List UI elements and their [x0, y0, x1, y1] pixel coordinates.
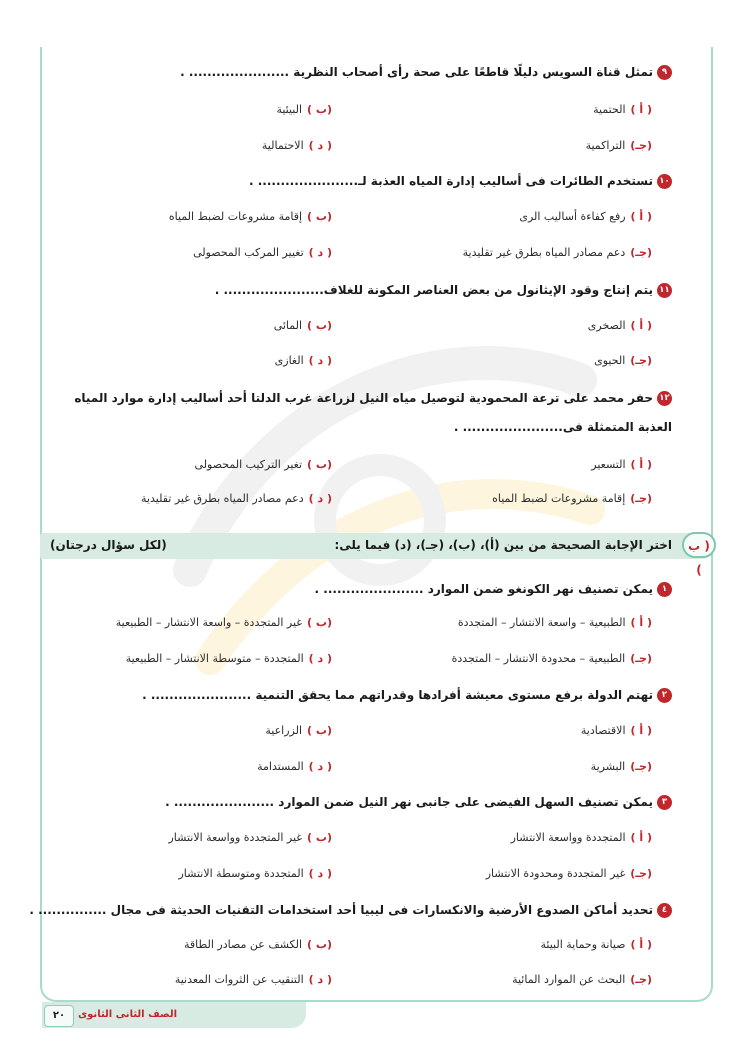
question-12 — [72, 384, 672, 442]
question-text: تمثل قناة السويس دليلًا قاطعًا على صحة رأى أصحاب النظرية ...................... . — [180, 65, 653, 79]
question-b3 — [165, 795, 672, 810]
question-text: تحديد أماكن الصدوع الأرضية والانكسارات فى ليبيا أحد استخدامات التقنيات الحديثة فى مجال ............... . — [29, 903, 653, 917]
option-b[interactable]: (ب )الزراعية — [265, 724, 332, 737]
option-a[interactable]: ( أ )الحتمية — [593, 103, 652, 116]
question-number-badge: ٤ — [657, 903, 672, 918]
question-number-badge: ١٢ — [657, 391, 672, 406]
option-d[interactable]: ( د )التنقيب عن الثروات المعدنية — [174, 973, 332, 986]
option-a[interactable]: ( أ )التسعير — [591, 458, 652, 471]
question-text: تهتم الدولة برفع مستوى معيشة أفرادها وقدراتهم مما يحقق التنمية ...................... . — [142, 688, 653, 702]
option-b[interactable]: (ب )غير المتجددة – واسعة الانتشار – الطبيعية — [115, 616, 332, 629]
question-b2 — [142, 688, 672, 703]
question-number-badge: ١ — [657, 582, 672, 597]
option-a[interactable]: ( أ )الاقتصادية — [580, 724, 652, 737]
option-c[interactable]: (جـ)دعم مصادر المياه بطرق غير تقليدية — [462, 246, 652, 259]
page-number: ٢٠ — [44, 1005, 74, 1027]
section-marks: (لكل سؤال درجتان) — [50, 538, 167, 552]
option-b[interactable]: (ب )إقامة مشروعات لضبط المياه — [168, 210, 332, 223]
question-text: يمكن تصنيف السهل الفيضى على جانبى نهر النيل ضمن الموارد ...................... . — [165, 795, 653, 809]
option-d[interactable]: ( د )المستدامة — [257, 760, 332, 773]
question-9 — [180, 65, 672, 80]
question-text: يتم إنتاج وقود الإيثانول من بعض العناصر المكونة للغلاف...................... . — [214, 283, 653, 297]
grade-label: الصف الثانى الثانوى — [78, 1009, 178, 1020]
option-c[interactable]: (جـ)الطبيعية – محدودة الانتشار – المتجددة — [451, 652, 652, 665]
question-10 — [249, 174, 672, 189]
option-a[interactable]: ( أ )رفع كفاءة أساليب الرى — [519, 210, 652, 223]
option-c[interactable]: (جـ)البشرية — [590, 760, 652, 773]
option-b[interactable]: (ب )المائى — [273, 319, 332, 332]
option-d[interactable]: ( د )المتجددة ومتوسطة الانتشار — [178, 867, 332, 880]
question-number-badge: ١٠ — [657, 174, 672, 189]
question-text: يمكن تصنيف نهر الكونغو ضمن الموارد ...................... . — [314, 582, 653, 596]
option-c[interactable]: (جـ)إقامة مشروعات لضبط المياه — [492, 492, 652, 505]
option-a[interactable]: ( أ )صيانة وحماية البيئة — [540, 938, 652, 951]
option-c[interactable]: (جـ)البحث عن الموارد المائية — [512, 973, 652, 986]
option-c[interactable]: (جـ)التراكمية — [585, 139, 652, 152]
question-number-badge: ٣ — [657, 795, 672, 810]
question-number-badge: ٢ — [657, 688, 672, 703]
question-text: حفر محمد على ترعة المحمودية لتوصيل مياه النيل لزراعة غرب الدلتا أحد أساليب إدارة موارد المياه العذبة المتمثلة فى...................... . — [74, 391, 672, 434]
option-b[interactable]: (ب )الكشف عن مصادر الطاقة — [184, 938, 332, 951]
option-b[interactable]: (ب )غير المتجددة وواسعة الانتشار — [168, 831, 332, 844]
question-b4 — [29, 903, 672, 918]
question-11 — [215, 283, 672, 298]
page-frame — [40, 47, 713, 1002]
question-number-badge: ١١ — [657, 283, 672, 298]
option-c[interactable]: (جـ)الحيوى — [594, 354, 652, 367]
option-d[interactable]: ( د )تغيير المركب المحصولى — [193, 246, 332, 259]
option-b[interactable]: (ب )تغير التركيب المحصولى — [194, 458, 332, 471]
question-b1 — [315, 582, 672, 597]
option-d[interactable]: ( د )المتجددة – متوسطة الانتشار – الطبيعية — [125, 652, 332, 665]
option-a[interactable]: ( أ )الصخرى — [587, 319, 652, 332]
option-a[interactable]: ( أ )المتجددة وواسعة الانتشار — [510, 831, 652, 844]
option-a[interactable]: ( أ )الطبيعية – واسعة الانتشار – المتجددة — [457, 616, 652, 629]
option-b[interactable]: (ب )البيئية — [276, 103, 332, 116]
section-b-header — [40, 533, 714, 577]
section-instruction: اختر الإجابة الصحيحة من بين (أ)، (ب)، (جـ)، (د) فيما يلى: — [334, 538, 672, 552]
option-c[interactable]: (جـ)غير المتجددة ومحدودة الانتشار — [485, 867, 652, 880]
section-badge: ( ب ) — [682, 532, 716, 558]
question-text: تستخدم الطائرات فى أساليب إدارة المياه العذبة لـ...................... . — [249, 174, 653, 188]
option-d[interactable]: ( د )الغازى — [274, 354, 332, 367]
option-d[interactable]: ( د )الاحتمالية — [261, 139, 332, 152]
question-number-badge: ٩ — [657, 65, 672, 80]
option-d[interactable]: ( د )دعم مصادر المياه بطرق غير تقليدية — [141, 492, 332, 505]
